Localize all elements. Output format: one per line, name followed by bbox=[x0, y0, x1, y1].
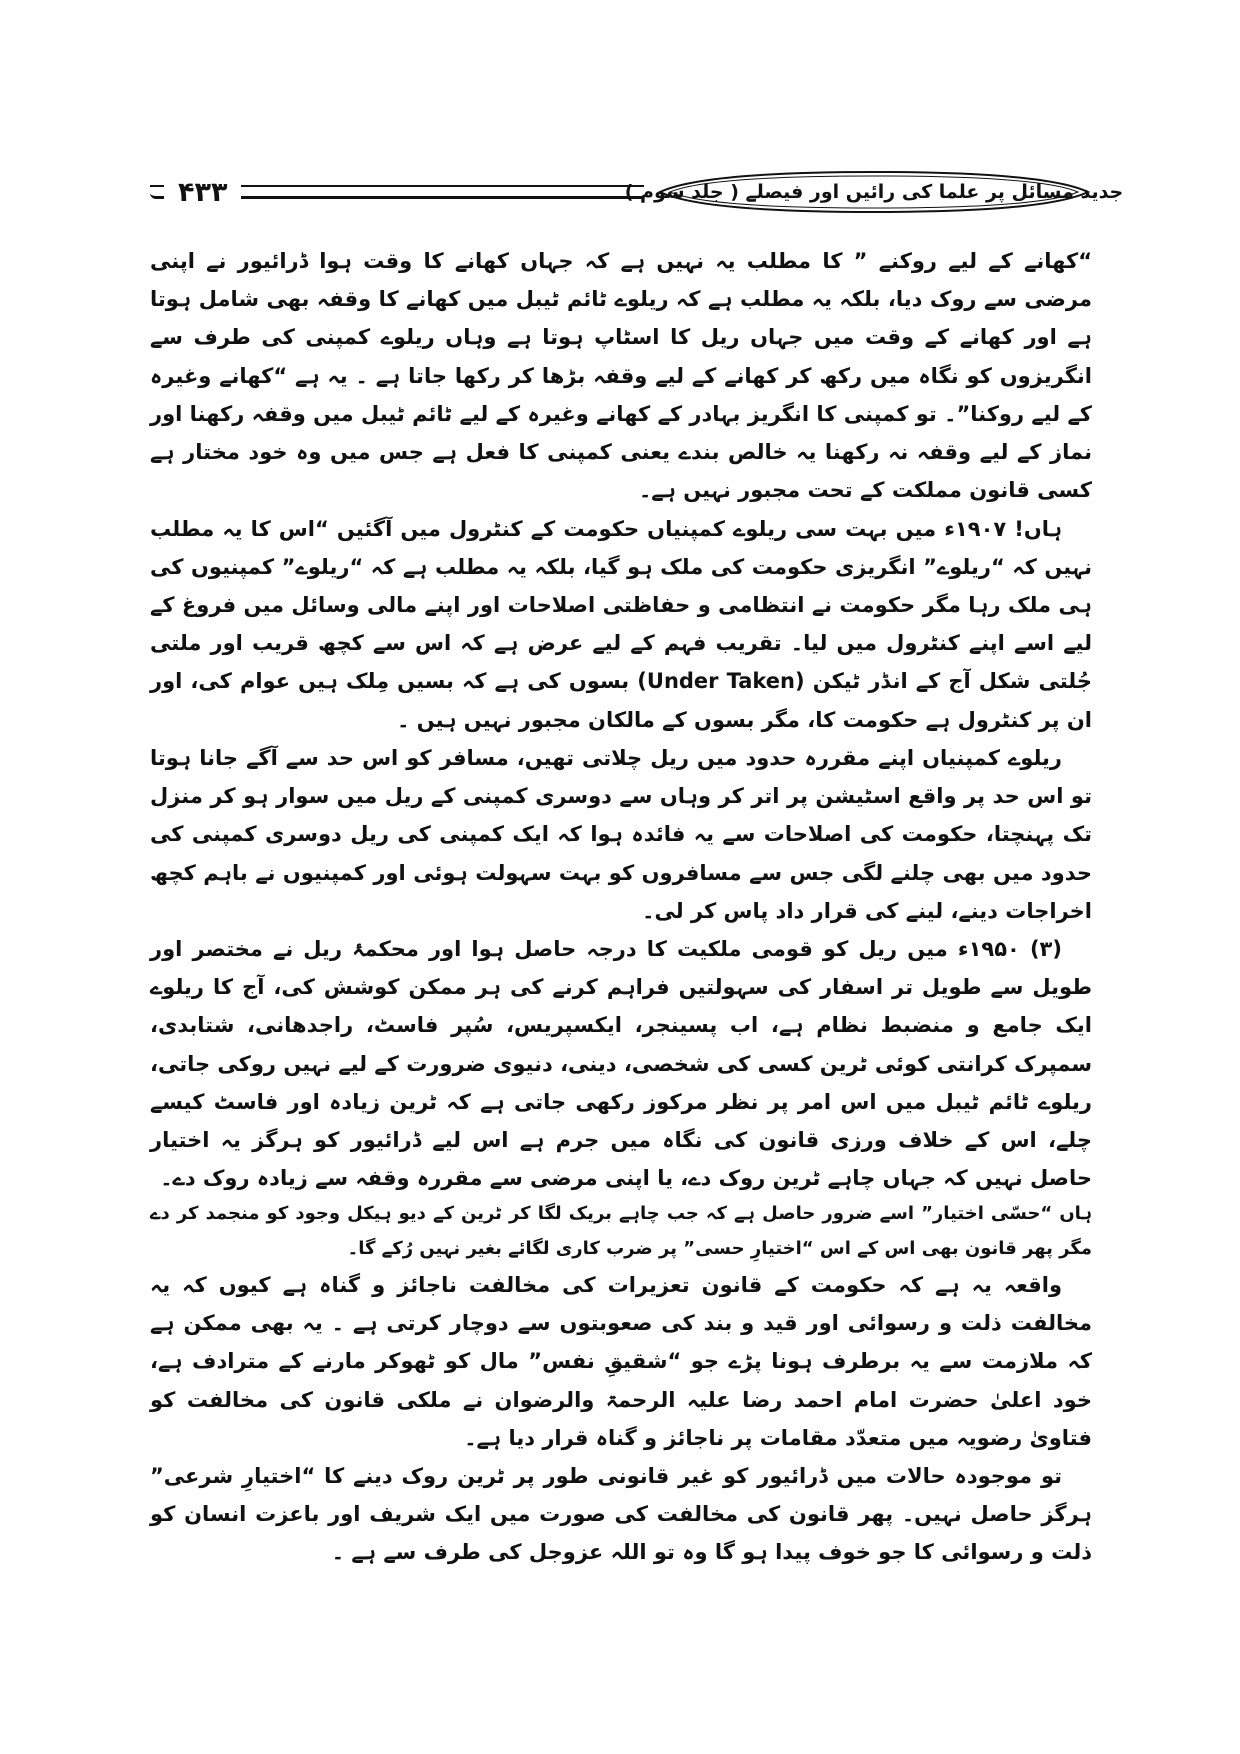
page-body bbox=[150, 242, 1092, 1572]
paragraph: واقعہ یہ ہے کہ حکومت کے قانون تعزیرات کی مخالفت ناجائز و گناہ ہے کیوں کہ یہ مخالفت ذلت و رسوائی اور قید و بند کی صعوبتوں سے دوچار کرتی ہے ۔ یہ بھی ممکن ہے کہ ملازمت سے یہ برطرف ہونا پڑے جو “شقیقِ نفس” مال کو ٹھوکر مارنے کے مترادف ہے، خود اعلیٰ حضرت امام احمد رضا علیہ الرحمۃ والرضوان نے ملکی قانون کی مخالفت کو فتاویٰ رضویہ میں متعدّد مقامات پر ناجائز و گناہ قرار دیا ہے۔ bbox=[150, 1272, 1092, 1450]
paragraph: (۳) ۱۹۵۰ء میں ریل کو قومی ملکیت کا درجہ حاصل ہوا اور محکمۂ ریل نے مختصر اور طویل سے طویل تر اسفار کی سہولتیں فراہم کرنے کی ہر ممکن کوشش کی، آج کا ریلوے ایک جامع و منضبط نظام ہے، اب پسینجر، ایکسپریس، سُپر فاسٹ، راجدھانی، شتابدی، سمپرک کرانتی کوئی ٹرین کسی کی شخصی، دینی، دنیوی ضرورت کے لیے نہیں روکی جاتی، ریلوے ٹائم ٹیبل میں اس امر پر نظر مرکوز رکھی جاتی ہے کہ ٹرین زیادہ اور فاسٹ کیسے چلے، اس کے خلاف ورزی قانون کی نگاہ میں جرم ہے اس لیے ڈرائیور کو ہرگز یہ اختیار حاصل نہیں کہ جہاں چاہے ٹرین روک دے، یا اپنی مرضی سے مقررہ وقفہ سے زیادہ روک دے۔ bbox=[149, 936, 1092, 1191]
left-rule-ornament bbox=[150, 185, 164, 199]
paragraph: تو موجودہ حالات میں ڈرائیور کو غیر قانونی طور پر ٹرین روک دینے کا “اختیارِ شرعی” ہرگز حاصل نہیں۔ پھر قانون کی مخالفت کی صورت میں ایک شریف اور باعزت انسان کو ذلت و رسوائی کا جو خوف پیدا ہو گا وہ تو اللہ عزوجل کی طرف سے ہے ۔ bbox=[150, 1463, 1092, 1565]
book-title: جدید مسائل پر علما کی رائیں اور فیصلے ( جلد سوم ) bbox=[624, 181, 1124, 203]
paragraph: “کھانے کے لیے روکنے ” کا مطلب یہ نہیں ہے کہ جہاں کھانے کا وقت ہوا ڈرائیور نے اپنی مرضی سے روک دیا، بلکہ یہ مطلب ہے کہ ریلوے ٹائم ٹیبل میں کھانے کا وقفہ بھی شامل ہوتا ہے اور کھانے کے وقت میں جہاں ریل کا اسٹاپ ہوتا ہے وہاں ریلوے کمپنی کی طرف سے انگریزوں کو نگاہ میں رکھ کر کھانے کے لیے وقفہ بڑھا کر رکھا جاتا ہے ۔ یہ ہے “کھانے وغیرہ کے لیے روکنا”۔ تو کمپنی کا انگریز بہادر کے کھانے وغیرہ کے لیے ٹائم ٹیبل میں وقفہ رکھنا اور نماز کے لیے وقفہ نہ رکھنا یہ خالص بندے یعنی کمپنی کا فعل ہے جس میں وہ خود مختار ہے کسی قانون مملکت کے تحت مجبور نہیں ہے۔ bbox=[150, 249, 1092, 503]
header-double-rule bbox=[241, 185, 644, 199]
page-header bbox=[150, 168, 1124, 216]
paragraph: ہاں! ۱۹۰۷ء میں بہت سی ریلوے کمپنیاں حکومت کے کنٹرول میں آگئیں “اس کا یہ مطلب نہیں کہ “ریلوے” انگریزی حکومت کی ملک ہو گیا، بلکہ یہ مطلب ہے کہ “ریلوے” کمپنیوں کی ہی ملک رہا مگر حکومت نے انتظامی و حفاظتی اصلاحات اور اپنے مالی وسائل میں فروغ کے لیے اسے اپنے کنٹرول میں لیا۔ تقریب فہم کے لیے عرض ہے کہ اس سے کچھ قریب اور ملتی جُلتی شکل آج کے انڈر ٹیکن (Under Taken) بسوں کی ہے کہ بسیں مِلک ہیں عوام کی، اور ان پر کنٹرول ہے حکومت کا، مگر بسوں کے مالکان مجبور نہیں ہیں ۔ bbox=[150, 516, 1092, 732]
paragraph: ریلوے کمپنیاں اپنے مقررہ حدود میں ریل چلاتی تھیں، مسافر کو اس حد سے آگے جانا ہوتا تو اس حد پر واقع اسٹیشن پر اتر کر وہاں سے دوسری کمپنی کے ریل میں سوار ہو کر منزل تک پہنچتا، حکومت کی اصلاحات سے یہ فائدہ ہوا کہ ایک کمپنی کی ریل دوسری کمپنی کی حدود میں بھی چلنے لگی جس سے مسافروں کو بہت سہولت ہوئی اور کمپنیوں نے باہم کچھ اخراجات دینے، لینے کی قرار داد پاس کر لی۔ bbox=[150, 745, 1092, 923]
paragraph-note: ہاں “حسّی اختیار” اسے ضرور حاصل ہے کہ جب چاہے بریک لگا کر ٹرین کے دیو ہیکل وجود کو منجمد کر دے مگر پھر قانون بھی اس کے اس “اختیارِ حسی” پر ضرب کاری لگائے بغیر نہیں رُکے گا۔ bbox=[150, 1203, 1092, 1259]
page-number: ۴۳۳ bbox=[178, 176, 228, 208]
title-cartouche bbox=[624, 169, 1124, 215]
